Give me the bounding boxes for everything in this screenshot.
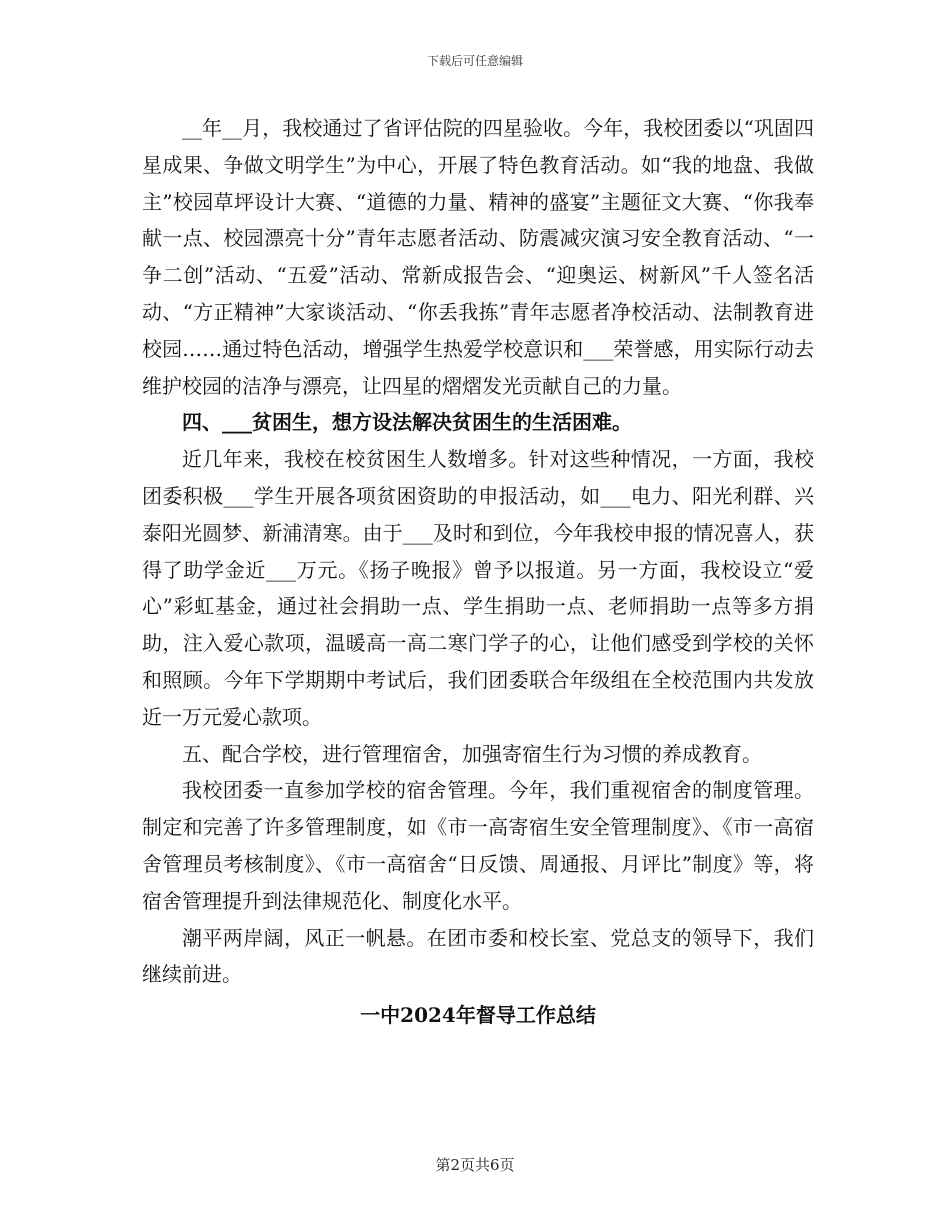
document-body: [142, 110, 814, 1033]
paragraph-poor-students: 近几年来，我校在校贫困生人数增多。针对这些种情况，一方面，我校团委积极___学生开展各项贫困资助的申报活动，如___电力、阳光利群、兴泰阳光圆梦、新浦清寒。由于___及时和到位，今年我校申报的情况喜人，获得了助学金近___万元。《扬子晚报》曾予以报道。另一方面，我校设立“爱心”彩虹基金，通过社会捐助一点、学生捐助一点、老师捐助一点等多方捐助，注入爱心款项，温暖高一高二寒门学子的心，让他们感受到学校的关怀和照顾。今年下学期期中考试后，我们团委联合年级组在全校范围内共发放近一万元爱心款项。: [142, 447, 814, 729]
paragraph-four-star-activities: __年__月，我校通过了省评估院的四星验收。今年，我校团委以“巩固四星成果、争做文明学生”为中心，开展了特色教育活动。如“我的地盘、我做主”校园草坪设计大赛、“道德的力量、精神的盛宴”主题征文大赛、“你我奉献一点、校园漂亮十分”青年志愿者活动、防震减灾演习安全教育活动、“一争二创”活动、“五爱”活动、常新成报告会、“迎奥运、树新风”千人签名活动、“方正精神”大家谈活动、“你丢我拣”青年志愿者净校活动、法制教育进校园……通过特色活动，增强学生热爱学校意识和___荣誉感，用实际行动去维护校园的洁净与漂亮，让四星的熠熠发光贡献自己的力量。: [142, 116, 814, 398]
section-heading-dormitory: 五、配合学校，进行管理宿舍，加强寄宿生行为习惯的养成教育。: [182, 741, 762, 766]
paragraph-dormitory: 我校团委一直参加学校的宿舍管理。今年，我们重视宿舍的制度管理。制定和完善了许多管理制度，如《市一高寄宿生安全管理制度》、《市一高宿舍管理员考核制度》、《市一高宿舍“日反馈、周通报、月评比”制度》等，将宿舍管理提升到法律规范化、制度化水平。: [142, 778, 814, 913]
section-heading-poor-students: 四、___贫困生，想方设法解决贫困生的生活困难。: [182, 410, 632, 435]
section-title: 一中2024年督导工作总结: [360, 1003, 596, 1028]
page-footer: 第2页共6页: [435, 1156, 515, 1174]
paragraph-closing: 潮平两岸阔，风正一帆悬。在团市委和校长室、党总支的领导下，我们继续前进。: [142, 925, 814, 987]
page-header: 下载后可任意编辑: [426, 54, 523, 68]
